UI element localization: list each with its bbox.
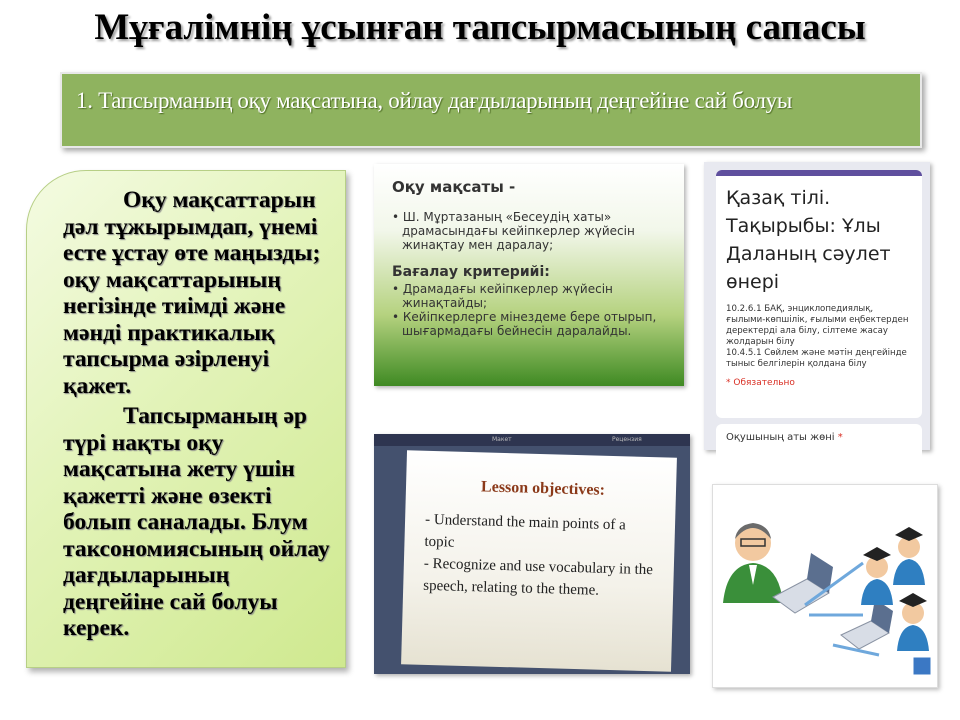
criteria-heading: Бағалау критерийі: xyxy=(392,264,550,280)
lesson-objectives-heading: Lesson objectives: xyxy=(480,478,606,499)
objective-card xyxy=(374,164,684,386)
objective-item: • Ш. Мұртазаның «Бесеудің хаты» драмасындағы кейіпкерлер жүйесін жинақтау мен даралау; xyxy=(392,210,635,252)
education-illustration xyxy=(712,484,938,688)
lesson-objective-1: - Understand the main points of a topic xyxy=(424,511,627,551)
form-title-line-4: өнері xyxy=(726,271,780,293)
form-header-panel xyxy=(716,170,922,418)
criterion-text: 1. Тапсырманың оқу мақсатына, ойлау дағдыларының деңгейіне сай болуы xyxy=(76,88,793,113)
form-title-line-1: Қазақ тілі. xyxy=(726,187,831,209)
student-name-label: Оқушының аты жөні xyxy=(726,432,835,443)
form-description-2: 10.4.5.1 Сөйлем және мәтін деңгейінде тыныс белгілерін қолдана білу xyxy=(726,348,907,369)
form-description-1: 10.2.6.1 БАҚ, энциклопедиялық, ғылыми-көпшілік, ғылыми еңбектерден деректерді ала білу, сілтеме жасау жолдарын білу xyxy=(726,304,909,347)
note-paragraph-2: Тапсырманың әр түрі нақты оқу мақсатына жету үшін қажетті және өзекті болып саналады. Блум таксономиясының ойлау дағдыларының деңгейіне сай болуы керек. xyxy=(63,403,330,641)
lesson-objective-2: - Recognize and use vocabulary in the speech, relating to the theme. xyxy=(423,555,654,599)
google-form-screenshot xyxy=(704,162,930,450)
form-question-panel[interactable] xyxy=(716,424,922,464)
projected-slide xyxy=(401,450,677,671)
screen-toolbar xyxy=(374,434,690,446)
required-star: * xyxy=(837,432,843,443)
form-title-line-2: Тақырыбы: Ұлы xyxy=(726,215,881,237)
explanation-note xyxy=(26,170,346,668)
toolbar-label-right: Рецензия xyxy=(612,436,642,443)
teacher-students-illustration xyxy=(713,485,939,689)
student-icon-1 xyxy=(893,527,925,585)
criteria-item-2: • Кейіпкерлерге мінездеме бере отырып, шығармадағы бейнесін даралайды. xyxy=(392,310,657,338)
student-icon-2 xyxy=(861,547,893,605)
toolbar-label-left: Макет xyxy=(492,436,512,443)
student-icon-3 xyxy=(897,593,929,651)
form-required-note: * Обязательно xyxy=(726,378,795,388)
criteria-item-1: • Драмадағы кейіпкерлер жүйесін жинақтайды; xyxy=(392,282,613,310)
note-paragraph-1: Оқу мақсаттарын дәл тұжырымдап, үнемі есте ұстау өте маңызды; оқу мақсаттарының негізінде тиімді және мәнді практикалық тапсырма әзірленуі қажет. xyxy=(63,187,321,399)
lesson-objectives-photo xyxy=(374,434,690,674)
monitor-icon xyxy=(913,657,931,675)
criterion-banner xyxy=(60,72,922,148)
slide-title: Мұғалімнің ұсынған тапсырмасының сапасы xyxy=(94,7,866,48)
objective-heading: Оқу мақсаты - xyxy=(392,178,516,196)
form-title-line-3: Даланың сәулет xyxy=(726,243,891,265)
